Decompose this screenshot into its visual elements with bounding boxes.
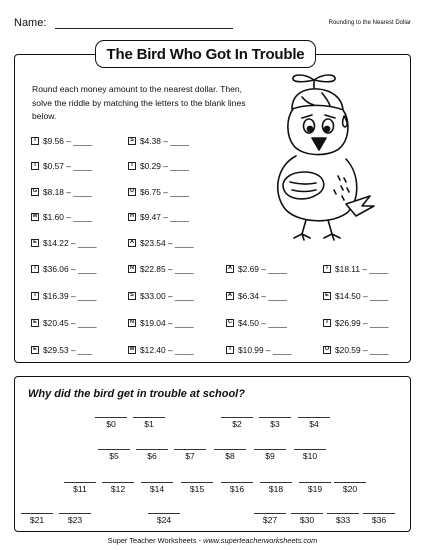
- answer-blank[interactable]: [363, 513, 395, 514]
- letter-box: G: [32, 188, 38, 195]
- answer-blank[interactable]: [64, 482, 96, 483]
- answer-amount: $10: [302, 451, 318, 461]
- worksheet-title: The Bird Who Got In Trouble: [106, 45, 305, 63]
- money-amount: $0.57 – ____: [43, 161, 92, 171]
- answer-blank[interactable]: [102, 482, 134, 483]
- problem-item: [31, 264, 97, 274]
- problem-item: [128, 187, 189, 197]
- problem-item: [323, 264, 388, 274]
- footer: [0, 536, 425, 545]
- letter-box: I: [323, 265, 331, 273]
- letter-box: S: [128, 292, 136, 300]
- money-amount: $12.40 – ____: [140, 345, 194, 355]
- name-line[interactable]: [55, 28, 233, 29]
- answer-blank[interactable]: [214, 449, 246, 450]
- answer-blank[interactable]: [95, 417, 127, 418]
- answer-blank[interactable]: [291, 513, 323, 514]
- money-amount: $2.69 – ____: [238, 264, 287, 274]
- answer-amount: $16: [229, 484, 245, 494]
- letter-box: O: [324, 346, 330, 353]
- answer-amount: $15: [189, 484, 205, 494]
- footer-url[interactable]: www.superteacherworksheets.com: [203, 536, 318, 545]
- problem-item: [128, 345, 194, 355]
- money-amount: $23.54 – ____: [140, 238, 194, 248]
- letter-box: E: [31, 319, 39, 327]
- problem-item: [226, 264, 287, 274]
- answer-blank[interactable]: [221, 482, 253, 483]
- footer-prefix: Super Teacher Worksheets -: [107, 536, 204, 545]
- money-amount: $20.45 – ____: [43, 318, 97, 328]
- letter-box: A: [226, 292, 234, 300]
- answer-blank[interactable]: [136, 449, 168, 450]
- answer-blank[interactable]: [327, 513, 359, 514]
- answer-blank[interactable]: [299, 482, 331, 483]
- money-amount: $29.53 – ___: [43, 345, 92, 355]
- answer-blank[interactable]: [254, 513, 286, 514]
- letter-box: H: [128, 213, 136, 221]
- answer-blank[interactable]: [98, 449, 130, 450]
- problem-item: [31, 187, 92, 197]
- money-amount: $6.75 – ____: [140, 187, 189, 197]
- money-amount: $4.38 – ____: [140, 136, 189, 146]
- riddle-question: Why did the bird get in trouble at school?: [28, 388, 245, 400]
- letter-box: T: [31, 292, 39, 300]
- answer-blank[interactable]: [298, 417, 330, 418]
- problem-item: [128, 136, 189, 146]
- answer-blank[interactable]: [334, 482, 366, 483]
- letter-box: T: [323, 319, 331, 327]
- problem-item: [31, 291, 97, 301]
- answer-amount: $0: [106, 419, 116, 429]
- answer-blank[interactable]: [181, 482, 213, 483]
- worksheet-topic: Rounding to the Nearest Dollar: [328, 20, 411, 26]
- problem-item: [31, 238, 97, 248]
- answer-blank[interactable]: [260, 482, 292, 483]
- money-amount: $26.99 – ____: [335, 318, 389, 328]
- problem-item: [128, 238, 194, 248]
- money-amount: $19.04 – ____: [140, 318, 194, 328]
- money-amount: $4.50 – ____: [238, 318, 287, 328]
- letter-box: W: [32, 213, 38, 220]
- money-amount: $1.60 – ____: [43, 212, 92, 222]
- answer-amount: $3: [270, 419, 280, 429]
- answer-amount: $1: [144, 419, 154, 429]
- problem-item: [128, 161, 189, 171]
- problem-item: [31, 136, 92, 146]
- answer-blank[interactable]: [21, 513, 53, 514]
- answer-amount: $19: [307, 484, 323, 494]
- letter-box: W: [129, 346, 135, 353]
- money-amount: $16.39 – ____: [43, 291, 97, 301]
- title-box: [95, 40, 316, 68]
- problem-item: [128, 291, 194, 301]
- problem-item: [323, 318, 389, 328]
- answer-amount: $30: [299, 515, 315, 525]
- name-label: Name:: [14, 17, 47, 29]
- answer-amount: $20: [342, 484, 358, 494]
- problem-item: [31, 345, 92, 355]
- answer-blank[interactable]: [254, 449, 286, 450]
- answer-amount: $18: [268, 484, 284, 494]
- answer-amount: $8: [225, 451, 235, 461]
- money-amount: $20.59 – ____: [335, 345, 389, 355]
- answer-amount: $11: [73, 484, 87, 494]
- money-amount: $6.34 – ____: [238, 291, 287, 301]
- answer-amount: $6: [147, 451, 157, 461]
- answer-amount: $5: [109, 451, 119, 461]
- answer-blank[interactable]: [174, 449, 206, 450]
- money-amount: $10.99 – ____: [238, 345, 292, 355]
- answer-amount: $12: [110, 484, 126, 494]
- bird-illustration: [246, 64, 396, 244]
- answer-amount: $36: [371, 515, 387, 525]
- problem-item: [323, 345, 389, 355]
- answer-blank[interactable]: [221, 417, 253, 418]
- answer-blank[interactable]: [148, 513, 180, 514]
- money-amount: $0.29 – ____: [140, 161, 189, 171]
- letter-box: T: [31, 265, 39, 273]
- answer-blank[interactable]: [133, 417, 165, 418]
- instructions: Round each money amount to the nearest dollar. Then, solve the riddle by matching the letters to the blank lines below.: [32, 84, 246, 121]
- money-amount: $9.56 – ____: [43, 136, 92, 146]
- money-amount: $14.22 – ____: [43, 238, 97, 248]
- letter-box: E: [323, 292, 331, 300]
- problem-item: [128, 212, 189, 222]
- problem-item: [128, 318, 194, 328]
- problem-item: [128, 264, 194, 274]
- letter-box: A: [226, 265, 234, 273]
- problem-item: [323, 291, 389, 301]
- letter-box: U: [128, 188, 136, 196]
- money-amount: $22.85 – ____: [140, 264, 194, 274]
- problem-item: [31, 318, 97, 328]
- problem-item: [226, 291, 287, 301]
- answer-blank[interactable]: [294, 449, 326, 450]
- answer-amount: $24: [156, 515, 172, 525]
- answer-amount: $9: [265, 451, 275, 461]
- answer-amount: $7: [185, 451, 195, 461]
- answer-amount: $23: [67, 515, 83, 525]
- money-amount: $8.18 – ____: [43, 187, 92, 197]
- problem-item: [226, 318, 287, 328]
- answer-blank[interactable]: [59, 513, 91, 514]
- money-amount: $33.00 – ____: [140, 291, 194, 301]
- letter-box: E: [31, 346, 39, 354]
- letter-box: S: [128, 137, 136, 145]
- answer-amount: $33: [335, 515, 351, 525]
- answer-amount: $4: [309, 419, 319, 429]
- answer-blank[interactable]: [259, 417, 291, 418]
- letter-box: A: [128, 239, 136, 247]
- answer-amount: $14: [149, 484, 165, 494]
- answer-amount: $21: [29, 515, 45, 525]
- money-amount: $18.11 – ____: [335, 264, 388, 274]
- answer-amount: $27: [262, 515, 278, 525]
- problem-item: [226, 345, 292, 355]
- problem-item: [31, 212, 92, 222]
- letter-box: T: [31, 162, 39, 170]
- letter-box: T: [226, 346, 234, 354]
- money-amount: $36.06 – ____: [43, 264, 97, 274]
- money-amount: $14.50 – ____: [335, 291, 389, 301]
- answer-amount: $2: [232, 419, 242, 429]
- letter-box: N: [128, 319, 136, 327]
- letter-box: I: [128, 162, 136, 170]
- money-amount: $9.47 – ____: [140, 212, 189, 222]
- letter-box: N: [128, 265, 136, 273]
- letter-box: E: [31, 239, 39, 247]
- letter-box: C: [226, 319, 234, 327]
- letter-box: T: [31, 137, 39, 145]
- problem-item: [31, 161, 92, 171]
- answer-blank[interactable]: [141, 482, 173, 483]
